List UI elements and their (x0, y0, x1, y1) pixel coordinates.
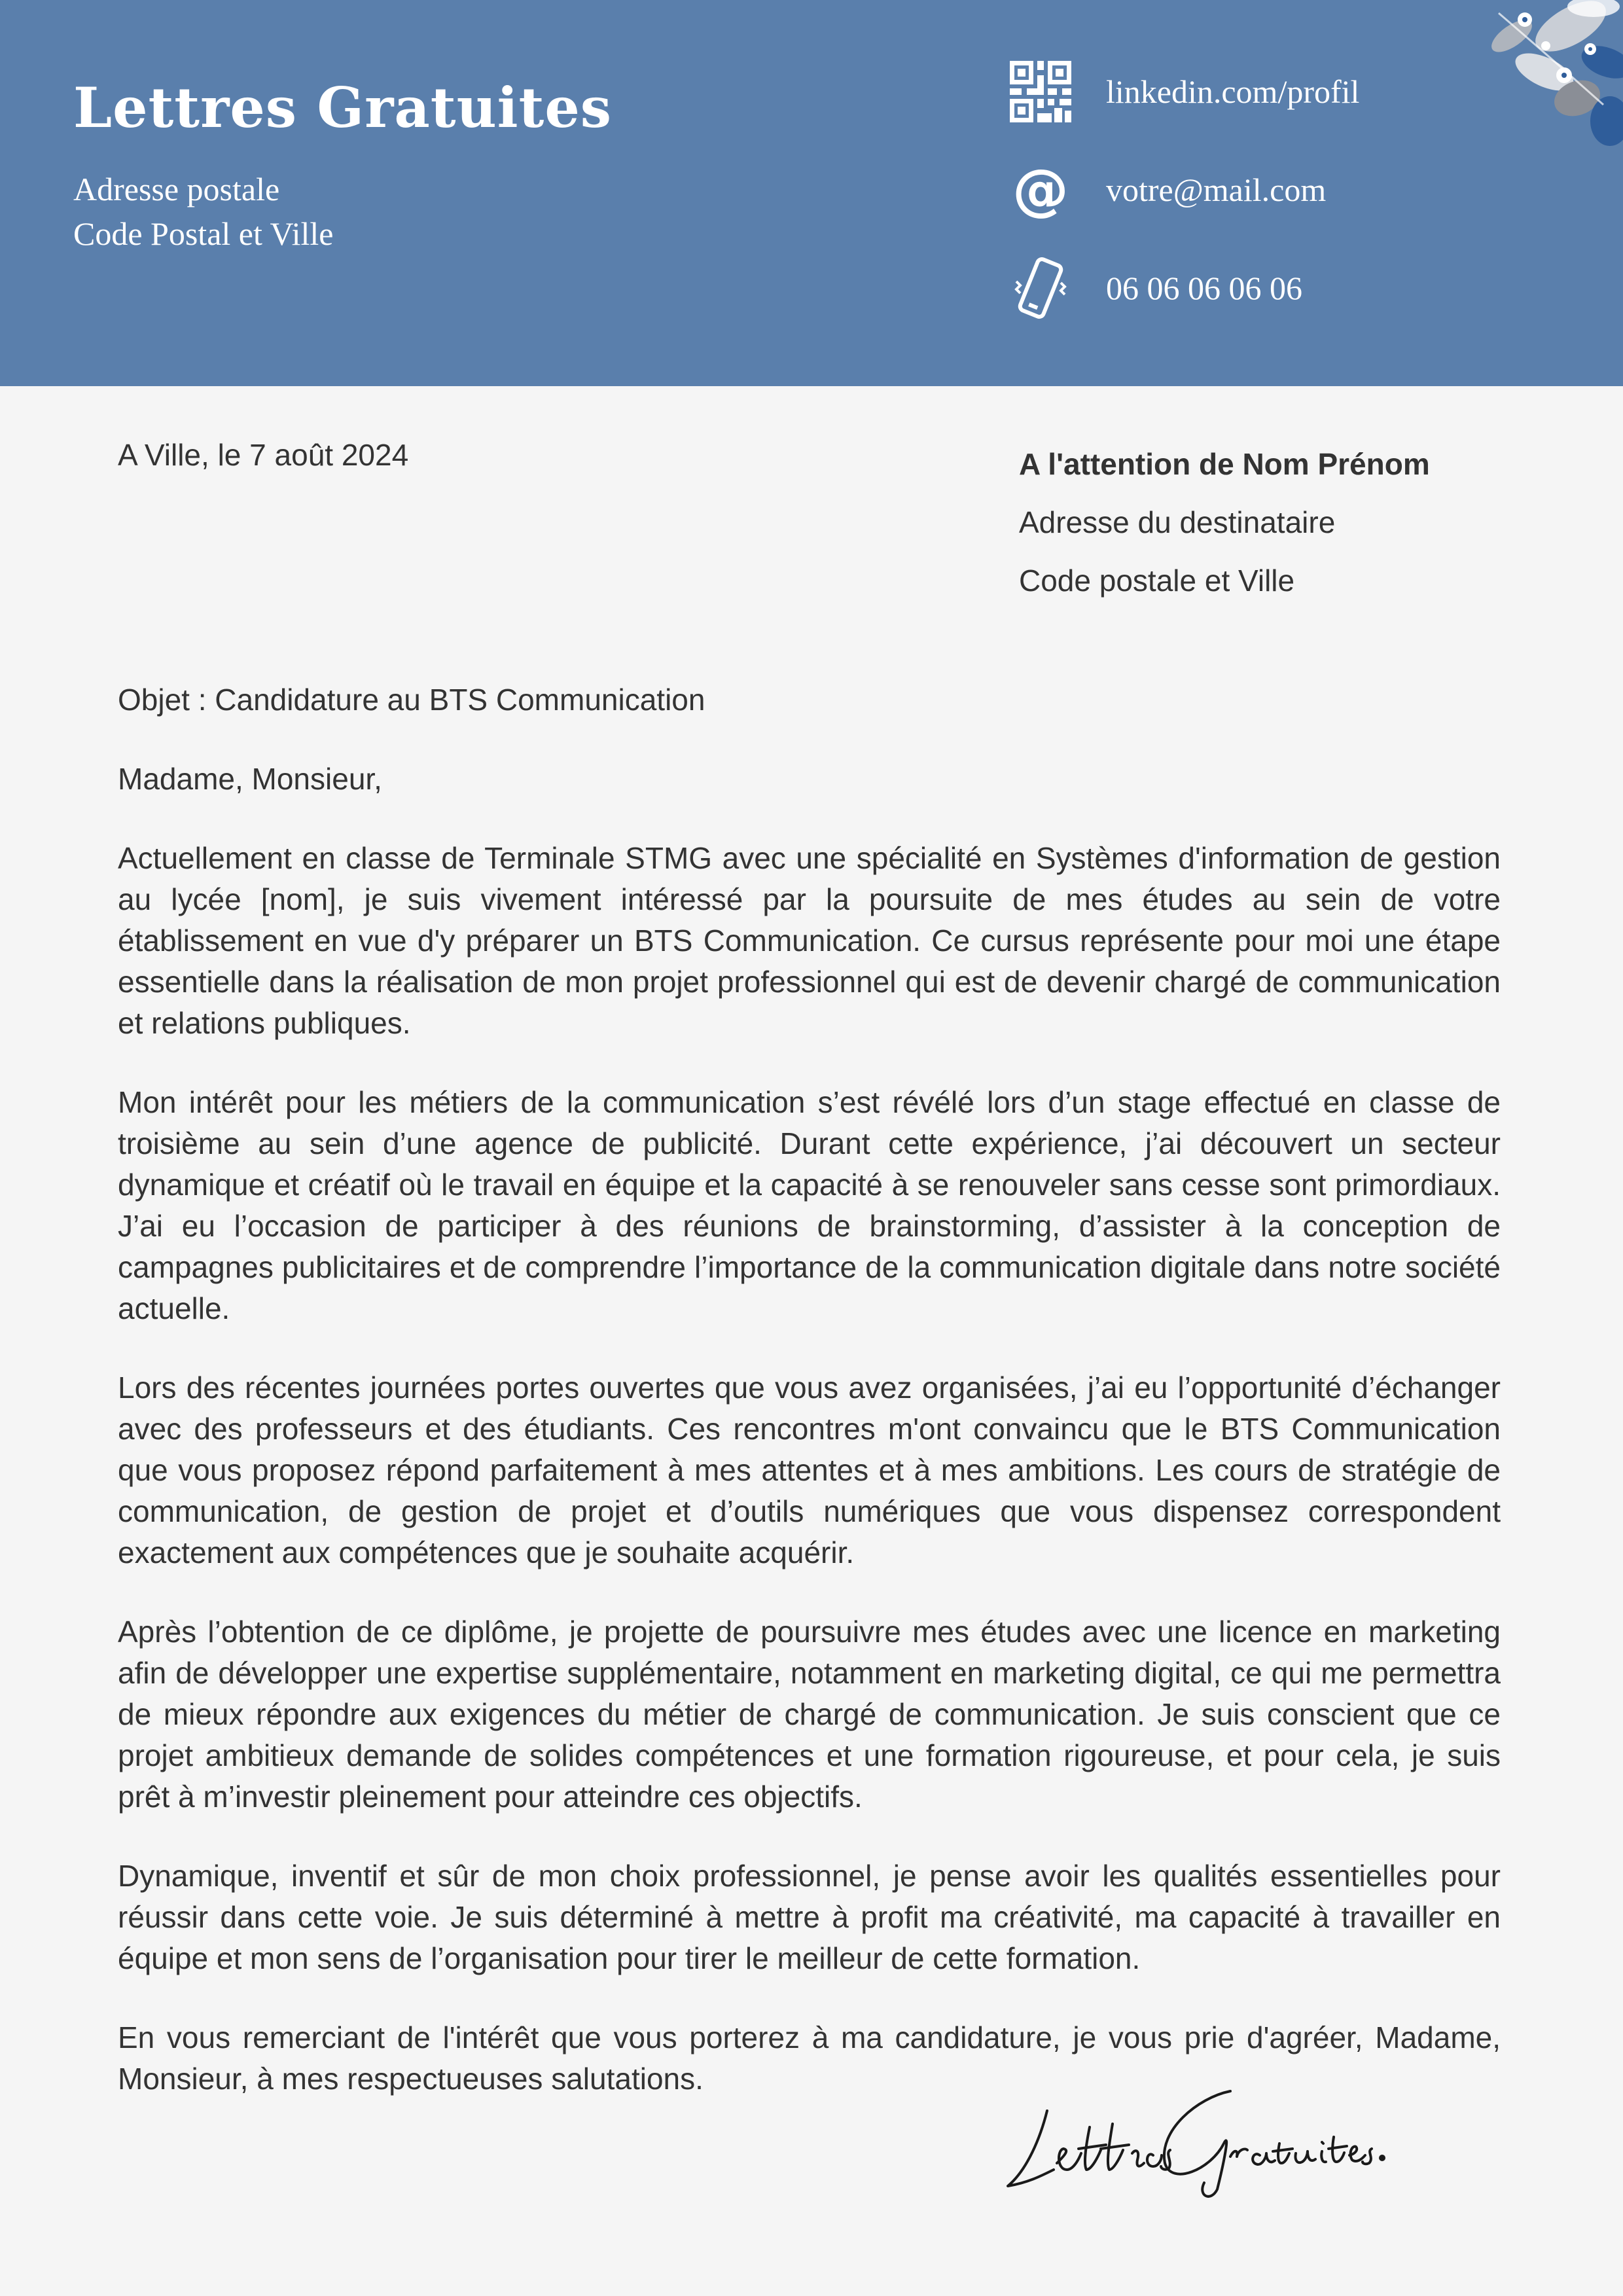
contact-linkedin (1008, 56, 1531, 128)
recipient-block (1019, 435, 1430, 610)
sender-address-line2: Code Postal et Ville (73, 215, 334, 252)
paragraph: Actuellement en classe de Terminale STMG avec une spécialité en Systèmes d'information de gestion au lycée [nom], je suis vivement intéressé par la poursuite de mes études au sein de votre établissement en vue d'y préparer un BTS Communication. Ce cursus représente pour moi une étape essentielle dans la réalisation de mon projet professionnel qui est de devenir chargé de communication et relations publiques. (118, 841, 1501, 1040)
at-symbol: @ (1012, 157, 1069, 223)
paragraph: Lors des récentes journées portes ouvertes que vous avez organisées, j’ai eu l’opportunité d’échanger avec des professeurs et des étudiants. Ces rencontres m'ont convaincu que le BTS Communication que vous proposez répond parfaitement à mes attentes et à mes ambitions. Les cours de stratégie de communication, de gestion de projet et d’outils numériques que vous dispensez correspondent exactement aux compétences que je souhaite acquérir. (118, 1371, 1501, 1570)
phone-number: 06 06 06 06 06 (1106, 270, 1302, 306)
contact-phone (1008, 252, 1531, 324)
recipient-city: Code postale et Ville (1019, 564, 1295, 598)
paragraph: Dynamique, inventif et sûr de mon choix professionnel, je pense avoir les qualités essentielles pour réussir dans cette voie. Je suis déterminé à mettre à profit ma créativité, ma capacité à travailler en équipe et mon sens de l’organisation pour tirer le meilleur de cette formation. (118, 1859, 1501, 1975)
letter-subject: Objet : Candidature au BTS Communication (118, 683, 705, 717)
phone-icon (1008, 255, 1073, 321)
email-address: votre@mail.com (1106, 171, 1327, 208)
letter-date: A Ville, le 7 août 2024 (118, 438, 409, 472)
paragraph: Mon intérêt pour les métiers de la communication s’est révélé lors d’un stage effectué en classe de troisième au sein d’une agence de publicité. Durant cette expérience, j’ai découvert un secteur dynamique et créatif où le travail en équipe et la capacité à se renouveler sans cesse sont primordiaux. J’ai eu l’occasion de participer à des réunions de brainstorming, d’assister à la conception de campagnes publicitaires et de comprendre l’importance de la communication digitale dans notre société actuelle. (118, 1085, 1501, 1325)
paragraph: En vous remerciant de l'intérêt que vous porterez à ma candidature, je vous prie d'agréer, Madame, Monsieur, à mes respectueuses salutations. (118, 2020, 1501, 2096)
letter-body (118, 679, 1501, 2138)
sender-address-line1: Adresse postale (73, 171, 280, 207)
recipient-name: A l'attention de Nom Prénom (1019, 447, 1430, 481)
signature (1001, 2072, 1394, 2202)
sender-address (73, 167, 333, 256)
recipient-address: Adresse du destinataire (1019, 505, 1336, 539)
header-banner (0, 0, 1623, 386)
floral-decoration (1472, 0, 1623, 157)
letter-salutation: Madame, Monsieur, (118, 762, 382, 796)
at-icon (1008, 157, 1073, 223)
qr-code-icon (1008, 59, 1073, 124)
paragraph: Après l’obtention de ce diplôme, je projette de poursuivre mes études avec une licence en marketing afin de développer une expertise supplémentaire, notamment en marketing digital, ce qui me permettra de mieux répondre aux exigences du métier de chargé de communication. Je suis conscient que ce projet ambitieux demande de solides compétences et une formation rigoureuse, et pour cela, je suis prêt à m’investir pleinement pour atteindre ces objectifs. (118, 1615, 1501, 1814)
brand-title: Lettres Gratuites (73, 75, 613, 140)
linkedin-url: linkedin.com/profil (1106, 73, 1360, 110)
contact-email (1008, 154, 1531, 226)
